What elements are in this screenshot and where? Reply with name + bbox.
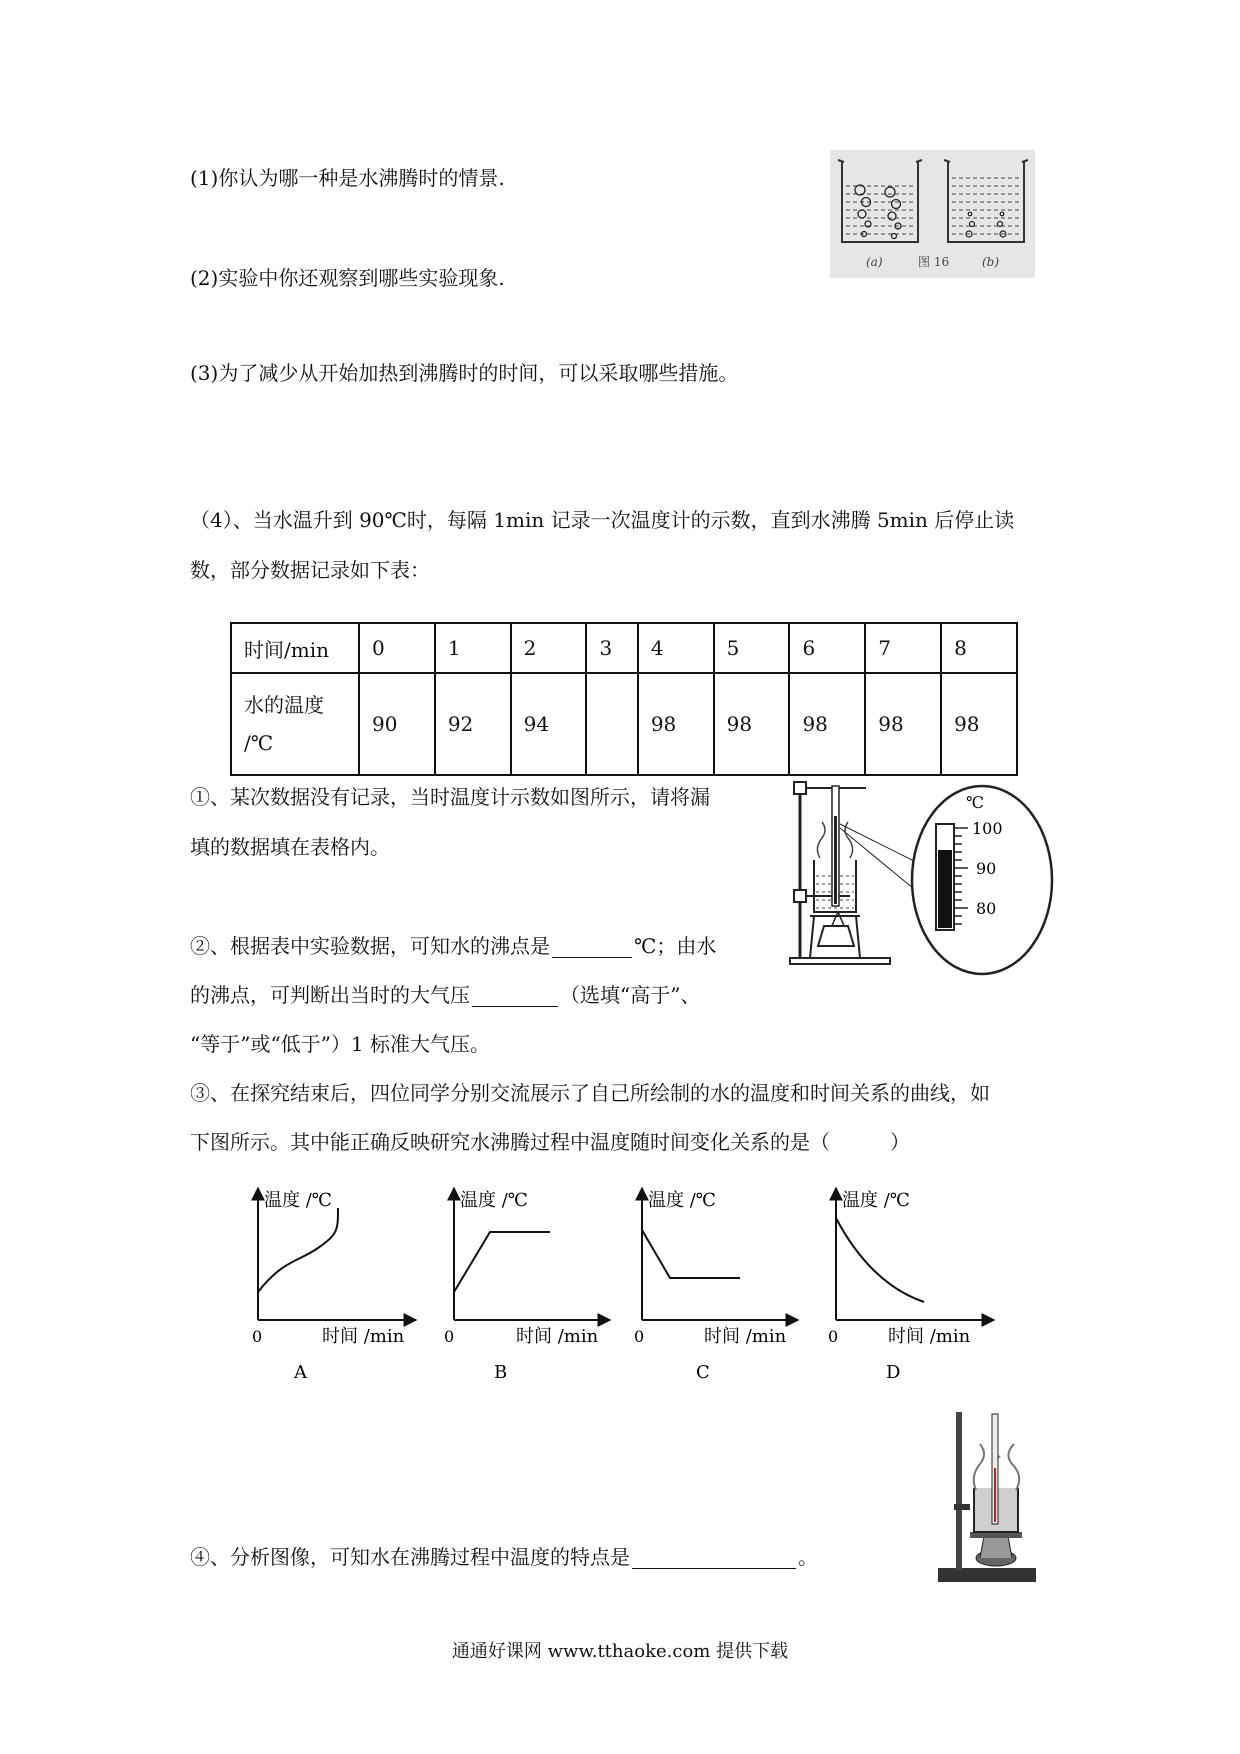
data-table <box>230 622 1018 776</box>
sub-question-2-line1 <box>190 934 716 958</box>
table-cell: 92 <box>435 673 511 775</box>
table-cell: 8 <box>941 623 1017 673</box>
graph-a-xlabel: 时间 /min <box>322 1326 405 1347</box>
table-cell: 98 <box>941 673 1017 775</box>
curve-b <box>454 1232 550 1292</box>
boiling-apparatus-picture <box>936 1408 1040 1586</box>
temperature-feature-blank[interactable] <box>632 1548 796 1569</box>
table-cell: 98 <box>638 673 714 775</box>
graph-d[interactable] <box>828 1188 994 1383</box>
sub-question-3-line1: ③、在探究结束后，四位同学分别交流展示了自己所绘制的水的温度和时间关系的曲线，如 <box>190 1081 990 1105</box>
graph-b-origin: 0 <box>444 1327 455 1346</box>
sub-question-2-text-b: ℃；由水 <box>634 934 717 958</box>
curve-c <box>642 1230 740 1278</box>
thermometer-unit: ℃ <box>966 793 984 812</box>
question-4-line1: （4）、当水温升到 90℃时，每隔 1min 记录一次温度计的示数，直到水沸腾 5min 后停止读 <box>190 508 1015 532</box>
sub-question-4 <box>190 1545 818 1569</box>
label-fig16: 图 16 <box>918 255 950 269</box>
table-row-temperature <box>231 673 1017 775</box>
table-header-temperature-line1: 水的温度 <box>244 693 324 717</box>
graph-d-ylabel: 温度 /℃ <box>842 1190 910 1211</box>
page-footer: 通通好课网 www.tthaoke.com 提供下载 <box>451 1641 789 1662</box>
sub-question-1-line1: ①、某次数据没有记录，当时温度计示数如图所示，请将漏 <box>190 785 710 809</box>
graph-c-ylabel: 温度 /℃ <box>648 1190 716 1211</box>
thermometer-apparatus-figure <box>780 776 1070 976</box>
graph-a[interactable] <box>252 1180 416 1383</box>
table-cell: 1 <box>435 623 511 673</box>
table-cell: 6 <box>789 623 865 673</box>
graph-c[interactable] <box>634 1188 798 1383</box>
table-cell: 5 <box>714 623 790 673</box>
sub-question-1-line2: 填的数据填在表格内。 <box>190 835 390 859</box>
graph-a-origin: 0 <box>252 1327 263 1346</box>
sub-question-2-text-d: （选填“高于”、 <box>560 983 701 1007</box>
table-cell: 0 <box>359 623 435 673</box>
beaker-figure <box>830 150 1035 278</box>
table-header-time: 时间/min <box>231 623 359 673</box>
scale-label-100: 100 <box>972 819 1003 838</box>
graph-b-ylabel: 温度 /℃ <box>460 1190 528 1211</box>
option-label-a: A <box>294 1362 307 1383</box>
graph-d-xlabel: 时间 /min <box>888 1326 971 1347</box>
graph-c-origin: 0 <box>634 1327 645 1346</box>
table-cell: 2 <box>511 623 587 673</box>
curve-d <box>836 1218 924 1302</box>
table-cell: 7 <box>865 623 941 673</box>
sub-question-2-text-c: 的沸点，可判断出当时的大气压 <box>190 983 470 1007</box>
table-cell: 98 <box>789 673 865 775</box>
label-b: (b) <box>982 255 1000 269</box>
question-2: (2)实验中你还观察到哪些实验现象. <box>190 266 505 290</box>
sub-question-2-line3: “等于”或“低于”）1 标准大气压。 <box>190 1032 490 1056</box>
table-header-temperature-line2: /℃ <box>244 731 274 755</box>
sub-question-4-text-b: 。 <box>798 1545 818 1569</box>
graph-d-origin: 0 <box>828 1327 839 1346</box>
graph-b-xlabel: 时间 /min <box>516 1326 599 1347</box>
graph-options <box>238 1180 1018 1385</box>
sub-question-2-line2 <box>190 983 700 1007</box>
sub-question-2-text-a: ②、根据表中实验数据，可知水的沸点是 <box>190 934 550 958</box>
table-cell: 3 <box>586 623 637 673</box>
option-label-c: C <box>696 1362 710 1383</box>
graph-b[interactable] <box>444 1188 610 1383</box>
question-1: (1)你认为哪一种是水沸腾时的情景. <box>190 166 505 190</box>
table-cell: 98 <box>714 673 790 775</box>
sub-question-4-text-a: ④、分析图像，可知水在沸腾过程中温度的特点是 <box>190 1545 630 1569</box>
option-label-d: D <box>886 1362 901 1383</box>
option-label-b: B <box>494 1362 508 1383</box>
label-a: (a) <box>866 255 883 269</box>
question-4-line2: 数，部分数据记录如下表： <box>190 558 430 582</box>
pressure-blank[interactable] <box>472 986 558 1007</box>
graph-c-xlabel: 时间 /min <box>704 1326 787 1347</box>
table-cell-missing[interactable] <box>586 673 637 775</box>
boiling-point-blank[interactable] <box>552 937 632 958</box>
table-cell: 94 <box>511 673 587 775</box>
table-cell: 98 <box>865 673 941 775</box>
curve-a <box>258 1208 338 1292</box>
table-header-temperature <box>231 673 359 775</box>
question-3: (3)为了减少从开始加热到沸腾时的时间，可以采取哪些措施。 <box>190 361 739 385</box>
sub-question-3-line2: 下图所示。其中能正确反映研究水沸腾过程中温度随时间变化关系的是（ ） <box>190 1130 910 1154</box>
scale-label-80: 80 <box>976 899 997 918</box>
scale-label-90: 90 <box>976 859 997 878</box>
table-cell: 4 <box>638 623 714 673</box>
table-cell: 90 <box>359 673 435 775</box>
graph-a-ylabel: 温度 /℃ <box>264 1190 332 1211</box>
table-row-time <box>231 623 1017 673</box>
